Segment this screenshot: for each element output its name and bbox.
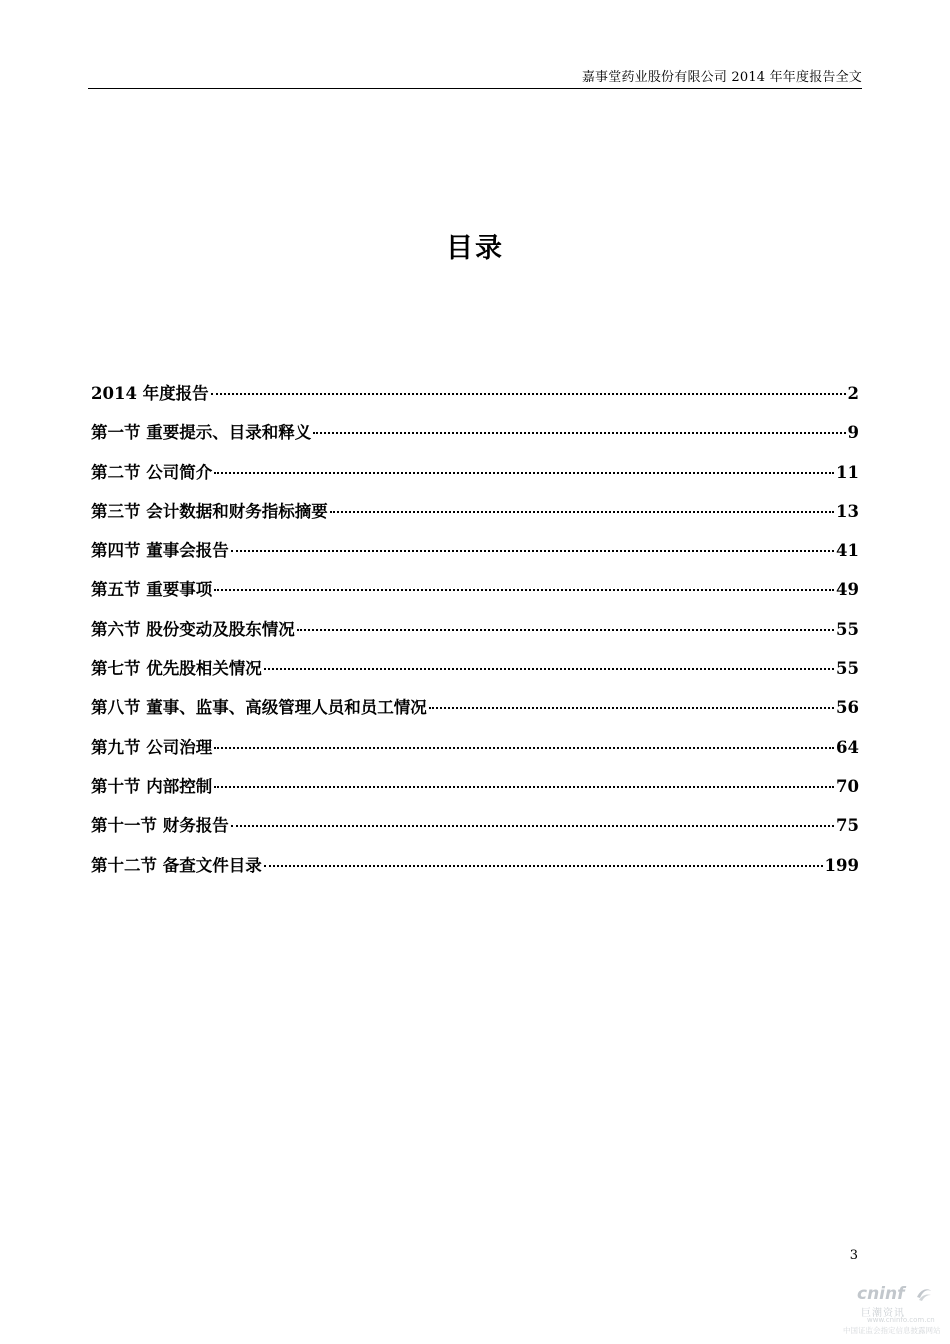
toc-entry-section-11[interactable] [91,812,859,851]
cninfo-watermark-logo [845,1284,945,1340]
logo-tagline: 中国证监会指定信息披露网站 [843,1326,941,1335]
toc-entry-label: 第十节 内部控制 [91,776,213,796]
toc-entry-page: 9 [847,423,859,443]
toc-entry-section-9[interactable] [91,734,859,773]
toc-entry-label: 第十二节 备查文件目录 [91,855,262,875]
toc-leader-dots [214,472,834,474]
page-title: 目录 [446,233,504,264]
logo-chinese-name: 巨潮资讯 [861,1308,905,1319]
toc-entry-section-2[interactable] [91,459,859,498]
toc-leader-dots [211,393,846,395]
toc-entry-page: 11 [836,462,859,482]
toc-entry-section-4[interactable] [91,537,859,576]
toc-leader-dots [264,668,834,670]
logo-wordmark: cninf [857,1284,905,1304]
toc-entry-page: 75 [836,816,859,836]
toc-entry-label: 第九节 公司治理 [91,737,213,757]
toc-entry-annual-report[interactable] [91,380,859,419]
toc-entry-label: 第六节 股份变动及股东情况 [91,619,295,639]
toc-entry-page: 70 [836,776,859,796]
toc-entry-page: 2 [847,384,859,403]
toc-entry-section-5[interactable] [91,576,859,615]
swoosh-icon [915,1286,933,1302]
toc-entry-section-7[interactable] [91,655,859,694]
toc-entry-label: 第四节 董事会报告 [91,541,229,561]
toc-entry-page: 49 [836,580,859,600]
toc-entry-page: 13 [836,501,859,521]
toc-entry-section-8[interactable] [91,694,859,733]
toc-leader-dots [214,747,834,749]
page-number: 3 [849,1248,858,1263]
toc-leader-dots [231,825,834,827]
toc-entry-page: 199 [824,855,859,875]
toc-entry-label: 第二节 公司简介 [91,462,213,482]
toc-entry-label: 第三节 会计数据和财务指标摘要 [91,501,328,521]
toc-entry-section-6[interactable] [91,616,859,655]
toc-entry-page: 64 [836,737,859,757]
toc-leader-dots [313,432,845,434]
toc-leader-dots [214,786,834,788]
toc-entry-label: 第十一节 财务报告 [91,816,229,836]
toc-entry-label: 第八节 董事、监事、高级管理人员和员工情况 [91,698,427,718]
toc-entry-page: 55 [836,659,859,679]
toc-leader-dots [264,865,823,867]
table-of-contents [91,380,859,891]
toc-entry-label: 第七节 优先股相关情况 [91,659,262,679]
toc-entry-section-12[interactable] [91,852,859,891]
toc-entry-label: 2014 年度报告 [91,384,209,403]
toc-entry-label: 第五节 重要事项 [91,580,213,600]
toc-leader-dots [214,589,834,591]
toc-entry-page: 41 [836,541,859,561]
toc-entry-section-3[interactable] [91,498,859,537]
toc-leader-dots [330,511,834,513]
toc-entry-label: 第一节 重要提示、目录和释义 [91,423,312,443]
toc-leader-dots [297,629,834,631]
running-header: 嘉事堂药业股份有限公司 2014 年年度报告全文 [581,70,862,85]
toc-entry-section-10[interactable] [91,773,859,812]
toc-entry-page: 55 [836,619,859,639]
toc-leader-dots [429,707,834,709]
toc-leader-dots [231,550,834,552]
logo-url: www.cninfo.com.cn [867,1316,935,1324]
toc-entry-section-1[interactable] [91,419,859,458]
header-divider [88,88,862,89]
toc-entry-page: 56 [836,698,859,718]
